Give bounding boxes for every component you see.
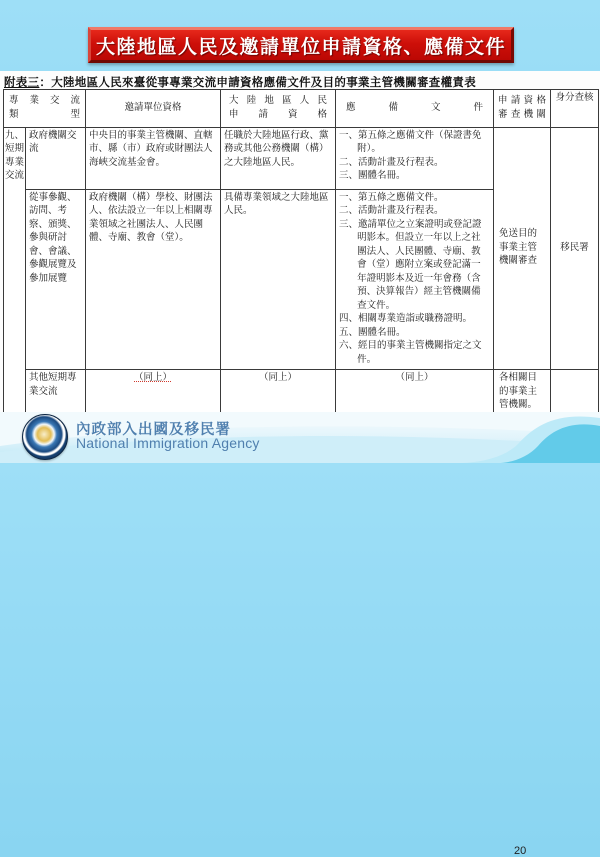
title-banner	[88, 27, 514, 63]
col-header-review-agency: 申請資格 審查機關	[494, 90, 551, 128]
cell-docs-row2: 一、第五條之應備文件。 二、活動計畫及行程表。 三、邀請單位之立案證明或登記證明影本。但設立一年以上之社團法人、人民團體、寺廟、教會（堂）應附立案或登記滿一年證明影本及近一年會務（含預、決算報告）經主管機關備查文件。 四、相關專業造詣或職務證明。 五、團體名冊。 六、經目的事業主管機關指定之文件。	[336, 190, 494, 370]
nia-logo-icon	[22, 414, 68, 460]
cell-docs-row3: （同上）	[336, 370, 494, 415]
agency-name-en: National Immigration Agency	[76, 435, 260, 451]
cell-inviting-row1: 中央目的事業主管機關、直轄市、縣（市）政府或財團法人海峽交流基金會。	[86, 128, 221, 190]
table-row	[4, 128, 599, 190]
table-row	[4, 370, 599, 415]
cell-group-label: 九、短期專業交流	[4, 128, 26, 416]
col-header-identity-check: 身分查核	[551, 90, 599, 128]
cell-identity-merged: 移民署	[551, 128, 599, 370]
cell-type-activities: 從事參觀、訪問、考察、頒獎、參與研討會、會議、參觀展覽及參加展覽	[26, 190, 86, 370]
cell-applicant-row1: 任職於大陸地區行政、黨務或其他公務機關（構）之大陸地區人民。	[221, 128, 336, 190]
table-caption	[4, 74, 476, 90]
cell-type-other: 其他短期專業交流	[26, 370, 86, 415]
cell-docs-row1: 一、第五條之應備文件（保證書免附）。 二、活動計畫及行程表。 三、團體名冊。	[336, 128, 494, 190]
cell-review-row3: 各相關目的事業主管機關。	[494, 370, 551, 415]
table-caption-label: 附表三	[4, 77, 40, 89]
table-caption-text: ：大陸地區人民來臺從事專業交流申請資格應備文件及目的事業主管機關審查權責表	[39, 77, 477, 89]
cell-review-agency-merged: 免送目的事業主管機關審查	[494, 128, 551, 370]
cell-inviting-row3: （同上）	[86, 370, 221, 415]
agency-name-zh: 內政部入出國及移民署	[76, 422, 231, 438]
cell-applicant-row3: （同上）	[221, 370, 336, 415]
col-header-required-documents: 應備文件	[336, 90, 494, 128]
cell-identity-row3	[551, 370, 599, 415]
col-header-exchange-type: 專業交流 類型	[4, 90, 86, 128]
col-header-applicant-qualification: 大陸地區人民 申請資格	[221, 90, 336, 128]
cell-applicant-row2: 具備專業領域之大陸地區人民。	[221, 190, 336, 370]
slide-title: 大陸地區人民及邀請單位申請資格、應備文件	[95, 36, 506, 58]
col-header-inviting-unit: 邀請單位資格	[86, 90, 221, 128]
cell-type-government-exchange: 政府機關交流	[26, 128, 86, 190]
page-number: 20	[514, 845, 527, 857]
qualification-table	[3, 89, 599, 416]
cell-inviting-row2: 政府機關（構）學校、財團法人、依法設立一年以上相關專業領域之社團法人、人民團體、寺廟、教會（堂）。	[86, 190, 221, 370]
